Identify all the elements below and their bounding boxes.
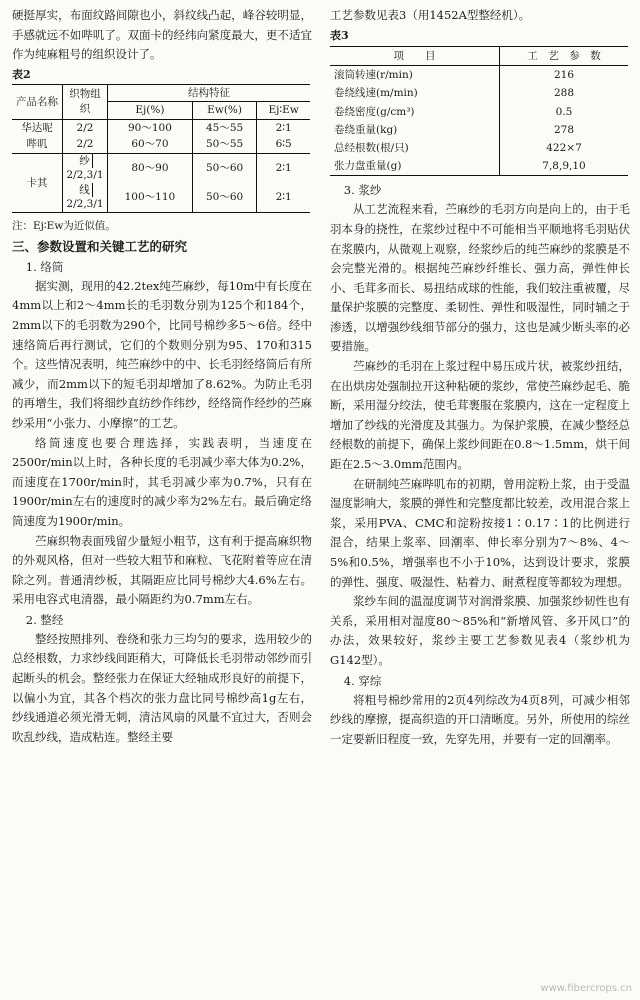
cell-ratio: 6∶5 [275, 138, 292, 151]
cell-value: 7,8,9,10 [500, 157, 629, 176]
section3-title: 三、参数设置和关键工艺的研究 [12, 238, 188, 254]
cell-value: 216 [500, 66, 629, 85]
table-row [330, 139, 628, 157]
left-column [12, 6, 312, 747]
right-column [330, 6, 630, 749]
cell-weave-value: 2/2,3/1 [66, 198, 104, 211]
sub2-title: 2. 整经 [25, 612, 64, 627]
table-row [12, 119, 310, 136]
cell-value: 422×7 [500, 139, 629, 157]
sub1-title: 1. 络筒 [25, 259, 64, 274]
cell-item: 卷绕密度(g/cm³) [334, 105, 415, 118]
cell-ew: 50～60 [192, 153, 256, 183]
cell-ew: 50～60 [192, 183, 256, 213]
cell-product: 华达呢 [12, 119, 63, 136]
cell-weave [63, 153, 108, 183]
cell-weave: 2/2 [63, 136, 108, 153]
para-sizing-2: 苎麻纱的毛羽在上浆过程中易压成片状，被浆纱扭结，在出烘房处强制拉开这种粘硬的浆纱，常使苎麻纱起毛、脆断，采用湿分绞法，使毛茸裹服在浆膜内，这在一定程度上增加了纱线的光滑度及其强力。为保护浆膜，在减少整经总经根数的前提下，确保上浆纱间距在0.8～1.5mm，烘干间距在2.5～3.0mm范围内。 [330, 359, 630, 472]
cell-weave [63, 183, 108, 213]
th-ew: Ew(%) [192, 102, 256, 120]
cell-ej: 100～110 [108, 183, 193, 213]
table-row [330, 66, 628, 85]
cell-value: 278 [500, 121, 629, 139]
cell-item: 滚筒转速(r/min) [334, 69, 413, 82]
para-drawing-in: 将粗号棉纱常用的2页4列综改为4页8列，可减少相邻纱线的摩擦，提高织造的开口清晰度。另外，所使用的综丝一定要新旧程度一致，先穿先用，并要有一定的回潮率。 [330, 692, 630, 746]
cell-kind: 纱 [78, 154, 93, 169]
cell-product: 卡其 [12, 153, 63, 212]
para-sizing-3: 在研制纯苎麻哔叽布的初期，曾用淀粉上浆，由于受温湿度影响大，浆膜的弹性和完整度都比较差，改用混合浆上浆，采用PVA、CMC和淀粉按接1∶0.17∶1的比例进行混合，结果上浆率、回潮率、伸长率分别为7～8%、4～5%和0.5%，增强率也不小于10%，达到设计要求，浆膜的弹性、强度、吸湿性、粘着力、耐煮程度等都较为理想。 [330, 476, 630, 589]
cell-value: 0.5 [500, 103, 629, 121]
cell-ej: 80～90 [108, 153, 193, 183]
table-row [330, 157, 628, 176]
table3-caption: 表3 [330, 28, 349, 42]
cell-item: 卷绕重量(kg) [334, 123, 398, 136]
cell-product: 哔叽 [12, 136, 63, 153]
th-product: 产品名称 [12, 84, 63, 119]
cell-value: 288 [500, 84, 629, 102]
table2-caption: 表2 [12, 67, 31, 81]
table3 [330, 46, 628, 177]
para-winding-1: 据实测，现用的42.2tex纯苎麻纱，每10m中有长度在4mm以上和2～4mm长的毛羽数分别为125个和184个，2mm以下的毛羽数为290个，比同号棉纱多5～6倍。经中速络筒后再行测试，它们的个数则分别为95、170和315个。这些情况表明，纯苎麻纱中的中、长毛羽经络筒后有所减少，而2mm以下的短毛羽却增加了8.62%。为防止毛羽的再增生，我们将细纱直纺纱作纬纱，经络筒作经纱的苎麻纱采用“小张力、小摩擦”的工艺。 [12, 278, 312, 430]
watermark: www.fibercrops.cn [540, 983, 632, 994]
table-row [12, 136, 310, 153]
th-ej: Ej(%) [108, 102, 193, 120]
sub3-title: 3. 浆纱 [343, 183, 382, 198]
cell-ew: 50～55 [192, 136, 256, 153]
cell-ratio: 2∶1 [275, 121, 292, 134]
cell-item: 张力盘重量(g) [334, 160, 402, 173]
cell-ej: 90～100 [108, 119, 193, 136]
intro-paragraph: 硬挺厚实，布面纹路间隙也小，斜纹线凸起，峰谷较明显，手感就远不如哔叽了。双面卡的经纬向紧度最大，更不适宜作为纯麻粗号的组织设计了。 [12, 8, 312, 62]
table2-note: 注：Ej∶Ew为近似值。 [12, 219, 116, 232]
th-ratio: Ej∶Ew [257, 102, 310, 120]
cell-item: 卷绕线速(m/min) [334, 87, 418, 100]
cell-weave-value: 2/2,3/1 [66, 169, 104, 182]
cell-ratio: 2∶1 [257, 153, 310, 183]
para-winding-2: 络筒速度也要合理选择，实践表明，当速度在2500r/min以上时，各种长度的毛羽减少率大体为0.2%，而速度在1700r/min时，其毛羽减少率为0.7%，只有在1900r/min左右的速度时的减少率为2%左右。最后确定络筒速度为1900r/min。 [12, 435, 312, 528]
th-item: 项 目 [330, 46, 500, 66]
th-features: 结构特征 [108, 84, 311, 102]
cell-weave: 2/2 [63, 119, 108, 136]
cell-ratio: 2∶1 [275, 191, 292, 204]
table-row [12, 153, 310, 183]
th-value: 工 艺 参 数 [500, 46, 629, 66]
cell-ew: 45～55 [192, 119, 256, 136]
cell-item: 总经根数(根/只) [334, 141, 409, 154]
para-winding-3: 苎麻织物表面残留少量短小粗节，这有利于提高麻织物的外观风格，但对一些较大粗节和麻粒、飞花附着等应在清除之列。普通清纱板，其隔距应比同号棉纱大4.6%左右。采用电容式电清器，最小隔距约为0.7mm左右。 [12, 533, 312, 607]
para-sizing-1: 从工艺流程来看，苎麻纱的毛羽方向是向上的，由于毛羽本身的挠性，在浆纱过程中不可能相当平顺地将毛羽贴伏在浆膜内，从微观上观察，经浆纱后的纯苎麻纱的浆膜是不会完整光滑的。根据纯苎麻纱纤维长、强力高，弹性伸长小、毛茸多而长、易扭结成球的性能，我们较注重被覆，尽量保护浆膜的完整度、柔韧性、弹性和吸湿性，同时辅之于渗透，以增强纱线细节部分的强力，这也是减少断头率的必要措施。 [330, 202, 630, 354]
th-weave: 织物组织 [63, 84, 108, 119]
sub4-title: 4. 穿综 [343, 673, 382, 688]
table-row [330, 121, 628, 139]
cell-ej: 60～70 [108, 136, 193, 153]
table-row [330, 84, 628, 102]
para-warping: 整经按照排列、卷绕和张力三均匀的要求，选用较少的总经根数，力求纱线间距稍大，可降低长毛羽带动邻纱而引起断头的机会。整经张力在保证大经轴成形良好的前提下，以偏小为宜，其各个档次的张力盘比同号棉纱高1g左右，纱线通道必须光滑无刺，清洁风扇的风量不宜过大，否则会吹乱纱线，造成粘连。整经主要 [12, 631, 312, 744]
table-row [330, 103, 628, 121]
para-sizing-4: 浆纱车间的温湿度调节对润滑浆膜、加强浆纱韧性也有关系，采用相对湿度80～85%和“新增风管、多开风口”的办法，效果较好，浆纱主要工艺参数见表4（浆纱机为G142型）。 [330, 594, 630, 667]
table2 [12, 84, 310, 213]
intro-line: 工艺参数见表3（用1452A型整经机）。 [330, 8, 531, 22]
cell-kind: 线 [78, 183, 93, 198]
